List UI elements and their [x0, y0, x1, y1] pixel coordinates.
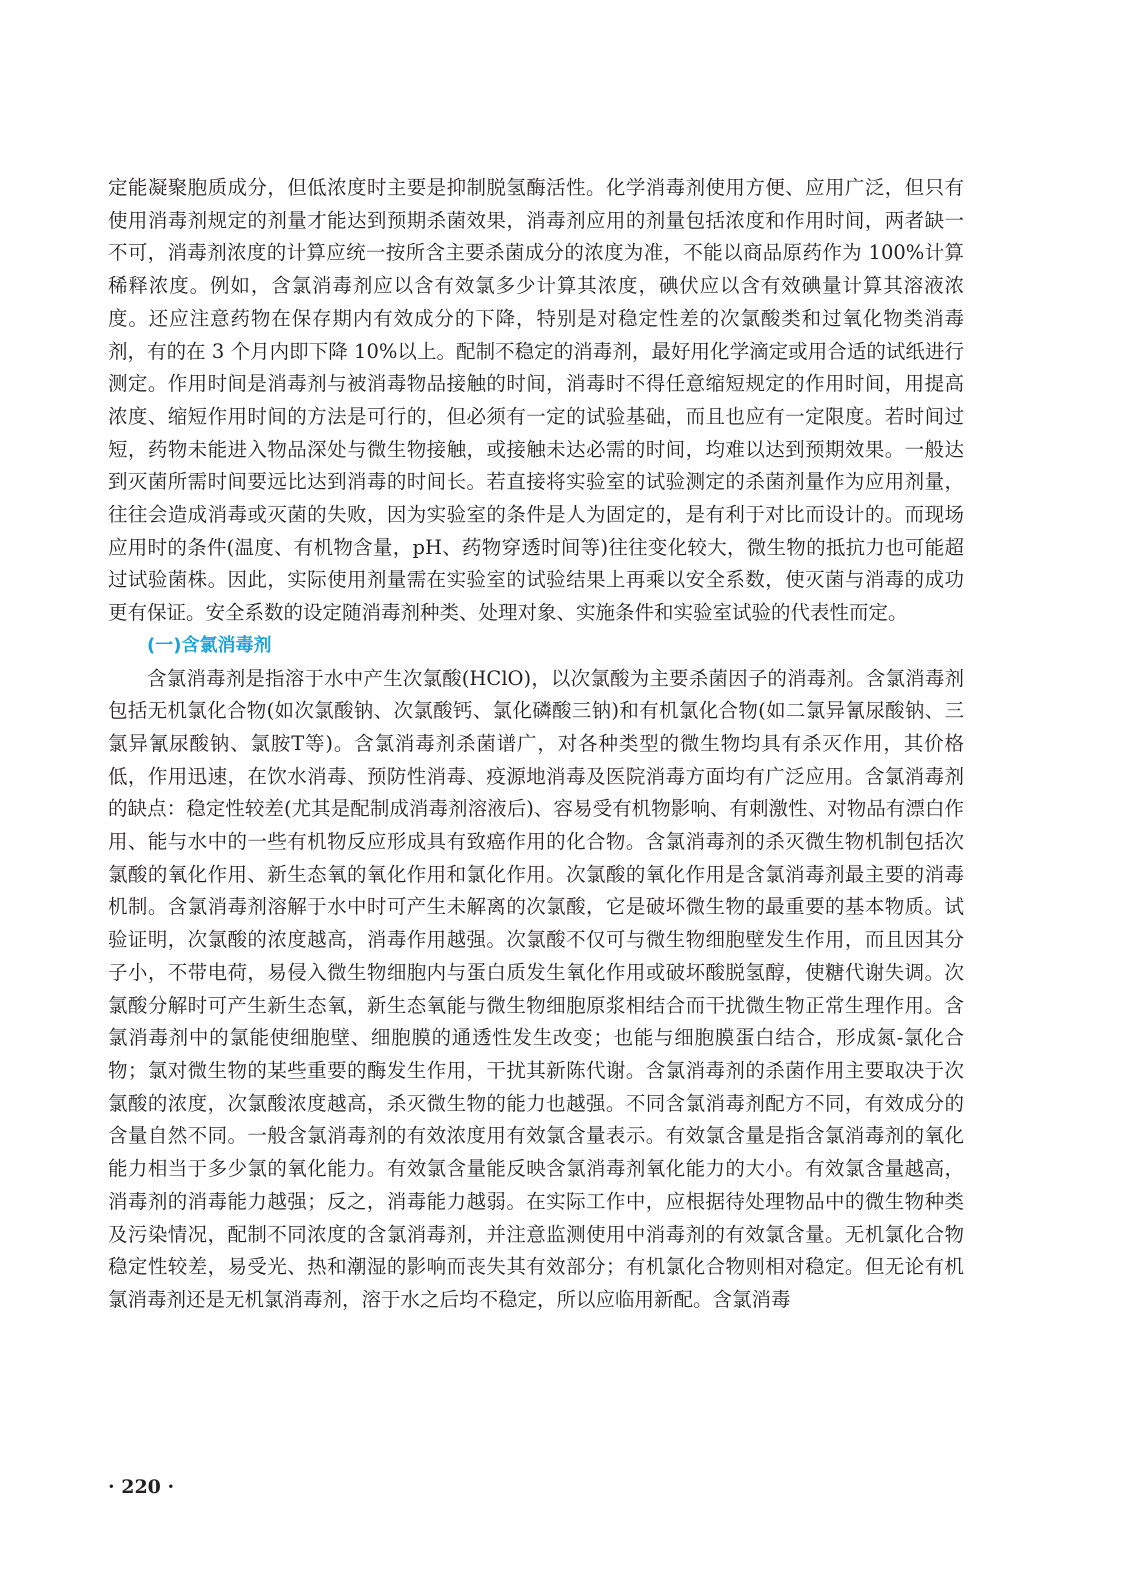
page-number: · 220 ·: [108, 1476, 175, 1498]
body-paragraph: 定能凝聚胞质成分，但低浓度时主要是抑制脱氢酶活性。化学消毒剂使用方便、应用广泛，但只有使用消毒剂规定的剂量才能达到预期杀菌效果，消毒剂应用的剂量包括浓度和作用时间，两者缺一不可，消毒剂浓度的计算应统一按所含主要杀菌成分的浓度为准，不能以商品原药作为 100%计算稀释浓度。例如，含氯消毒剂应以含有效氯多少计算其浓度，碘伏应以含有效碘量计算其溶液浓度。还应注意药物在保存期内有效成分的下降，特别是对稳定性差的次氯酸类和过氧化物类消毒剂，有的在 3 个月内即下降 10%以上。配制不稳定的消毒剂，最好用化学滴定或用合适的试纸进行测定。作用时间是消毒剂与被消毒物品接触的时间，消毒时不得任意缩短规定的作用时间，用提高浓度、缩短作用时间的方法是可行的，但必须有一定的试验基础，而且也应有一定限度。若时间过短，药物未能进入物品深处与微生物接触，或接触未达必需的时间，均难以达到预期效果。一般达到灭菌所需时间要远比达到消毒的时间长。若直接将实验室的试验测定的杀菌剂量作为应用剂量，往往会造成消毒或灭菌的失败，因为实验室的条件是人为固定的，是有利于对比而设计的。而现场应用时的条件(温度、有机物含量，pH、药物穿透时间等)往往变化较大，微生物的抵抗力也可能超过试验菌株。因此，实际使用剂量需在实验室的试验结果上再乘以安全系数，使灭菌与消毒的成功更有保证。安全系数的设定随消毒剂种类、处理对象、实施条件和实验室试验的代表性而定。: [108, 176, 964, 625]
section-heading: (一)含氯消毒剂: [147, 634, 272, 656]
page-body: [108, 172, 964, 1317]
body-paragraph: 含氯消毒剂是指溶于水中产生次氯酸(HClO)，以次氯酸为主要杀菌因子的消毒剂。含氯消毒剂包括无机氯化合物(如次氯酸钠、次氯酸钙、氯化磷酸三钠)和有机氯化合物(如二氯异氰尿酸钠、三氯异氰尿酸钠、氯胺T等)。含氯消毒剂杀菌谱广，对各种类型的微生物均具有杀灭作用，其价格低，作用迅速，在饮水消毒、预防性消毒、疫源地消毒及医院消毒方面均有广泛应用。含氯消毒剂的缺点：稳定性较差(尤其是配制成消毒剂溶液后)、容易受有机物影响、有刺激性、对物品有漂白作用、能与水中的一些有机物反应形成具有致癌作用的化合物。含氯消毒剂的杀灭微生物机制包括次氯酸的氧化作用、新生态氧的氧化作用和氯化作用。次氯酸的氧化作用是含氯消毒剂最主要的消毒机制。含氯消毒剂溶解于水中时可产生未解离的次氯酸，它是破坏微生物的最重要的基本物质。试验证明，次氯酸的浓度越高，消毒作用越强。次氯酸不仅可与微生物细胞壁发生作用，而且因其分子小，不带电荷，易侵入微生物细胞内与蛋白质发生氧化作用或破坏酸脱氢醇，使糖代谢失调。次氯酸分解时可产生新生态氧，新生态氧能与微生物细胞原浆相结合而干扰微生物正常生理作用。含氯消毒剂中的氯能使细胞壁、细胞膜的通透性发生改变；也能与细胞膜蛋白结合，形成氮-氯化合物；氯对微生物的某些重要的酶发生作用，干扰其新陈代谢。含氯消毒剂的杀菌作用主要取决于次氯酸的浓度，次氯酸浓度越高，杀灭微生物的能力也越强。不同含氯消毒剂配方不同，有效成分的含量自然不同。一般含氯消毒剂的有效浓度用有效氯含量表示。有效氯含量是指含氯消毒剂的氧化能力相当于多少氯的氧化能力。有效氯含量能反映含氯消毒剂氧化能力的大小。有效氯含量越高，消毒剂的消毒能力越强；反之，消毒能力越弱。在实际工作中，应根据待处理物品中的微生物种类及污染情况，配制不同浓度的含氯消毒剂，并注意监测使用中消毒剂的有效氯含量。无机氯化合物稳定性较差，易受光、热和潮湿的影响而丧失其有效部分；有机氯化合物则相对稳定。但无论有机氯消毒剂还是无机氯消毒剂，溶于水之后均不稳定，所以应临用新配。含氯消毒: [108, 666, 964, 1311]
